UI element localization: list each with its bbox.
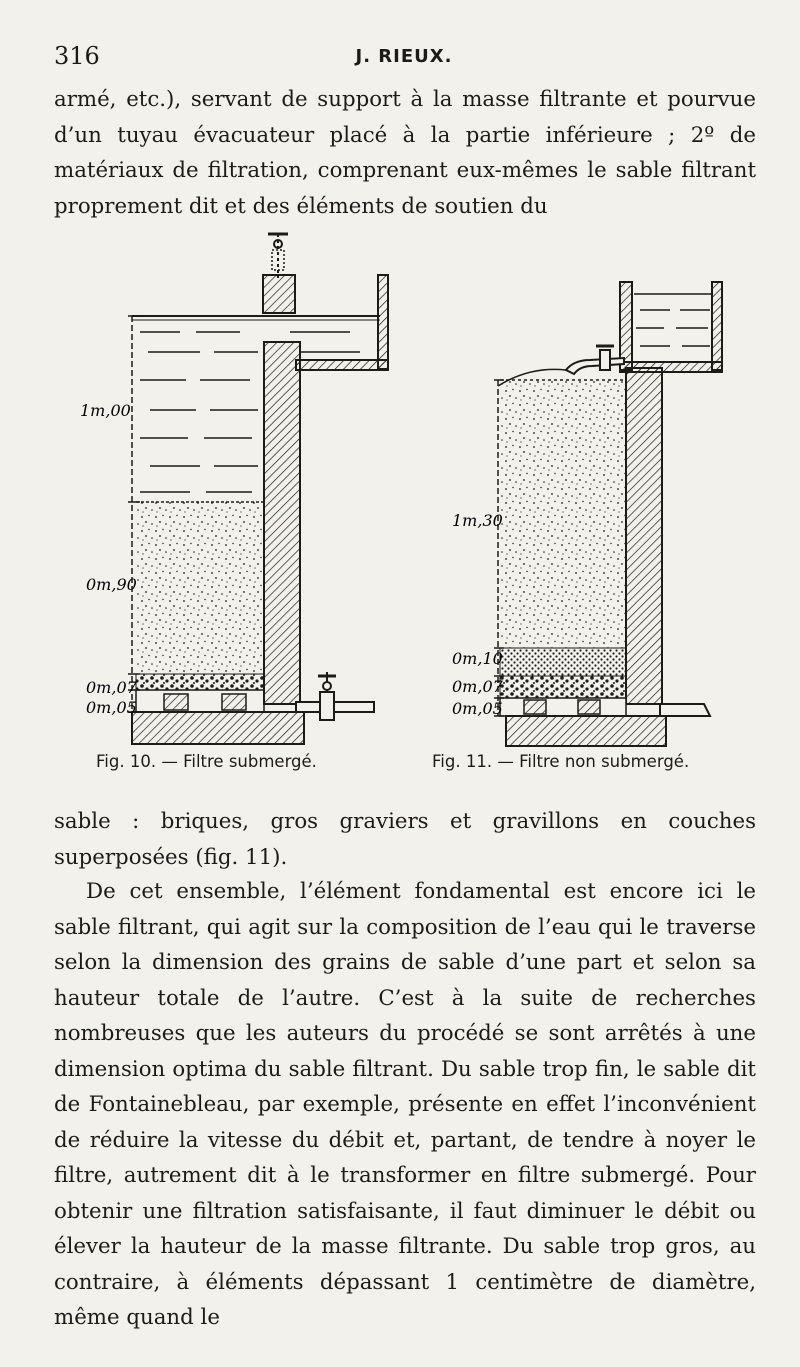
fig11-label-gravel-height: 0m,07 [452, 677, 503, 696]
fig11-outlet-pipe [660, 704, 710, 716]
fig11-bricks [500, 698, 626, 716]
filter-diagrams [0, 220, 800, 810]
fig10-label-sand-height: 0m,90 [86, 575, 137, 594]
fig10-inlet-valve [263, 234, 295, 313]
fig10-outlet-valve [296, 672, 374, 720]
paragraph-continued: sable : briques, gros graviers et gravillons en couches superposées (fig. 11). [54, 809, 756, 870]
page-number: 316 [54, 42, 100, 70]
fig11-gravel [500, 676, 626, 698]
fig10-water [140, 332, 360, 492]
fig10-label-water-height: 1m,00 [80, 401, 131, 420]
page-header [54, 40, 754, 74]
fig10-gravel [136, 674, 264, 690]
fig11-label-coarse-gravel-height: 0m,10 [452, 649, 503, 668]
fig11-diagram [452, 282, 722, 746]
fig11-coarse-gravel [500, 648, 626, 676]
fig10-label-brick-height: 0m,05 [86, 698, 137, 717]
fig10-caption: Fig. 10. — Filtre submergé. [96, 752, 317, 771]
fig10-diagram [80, 234, 388, 744]
figures-area [0, 220, 800, 810]
paragraph-main: De cet ensemble, l’élément fondamental est encore ici le sable filtrant, qui agit sur la composition de l’eau qui le traverse selon la dimension des grains de sable d’une part et selon sa hauteur totale de l’autre. C’est à la suite de recherches nombreuses que les auteurs du procédé se sont arrêtés à une dimension optima du sable filtrant. Du sable trop fin, le sable dit de Fontainebleau, par exemple, présente en effet l’inconvénient de réduire la vitesse du débit et, partant, de tendre à noyer le filtre, autrement dit à le transformer en filtre submergé. Pour obtenir une filtration satisfaisante, il faut diminuer le débit ou élever la hauteur de la masse filtrante. Du sable trop gros, au contraire, à éléments dépassant 1 centimètre de diamètre, même quand le [54, 879, 756, 1330]
paragraph-top: armé, etc.), servant de support à la masse filtrante et pourvue d’un tuyau évacuateur placé à la partie inférieure ; 2º de matériaux de filtration, comprenant eux-mêmes le sable filtrant proprement dit et des éléments de soutien du [54, 87, 756, 219]
fig11-sand [500, 380, 626, 648]
fig11-label-sand-height: 1m,30 [452, 511, 503, 530]
fig11-caption: Fig. 11. — Filtre non submergé. [432, 752, 690, 771]
fig11-label-brick-height: 0m,05 [452, 699, 503, 718]
fig11-tank-water [634, 294, 712, 346]
fig10-sand [136, 502, 264, 674]
running-title: J. RIEUX. [355, 46, 453, 67]
fig10-label-gravel-height: 0m,07 [86, 678, 137, 697]
